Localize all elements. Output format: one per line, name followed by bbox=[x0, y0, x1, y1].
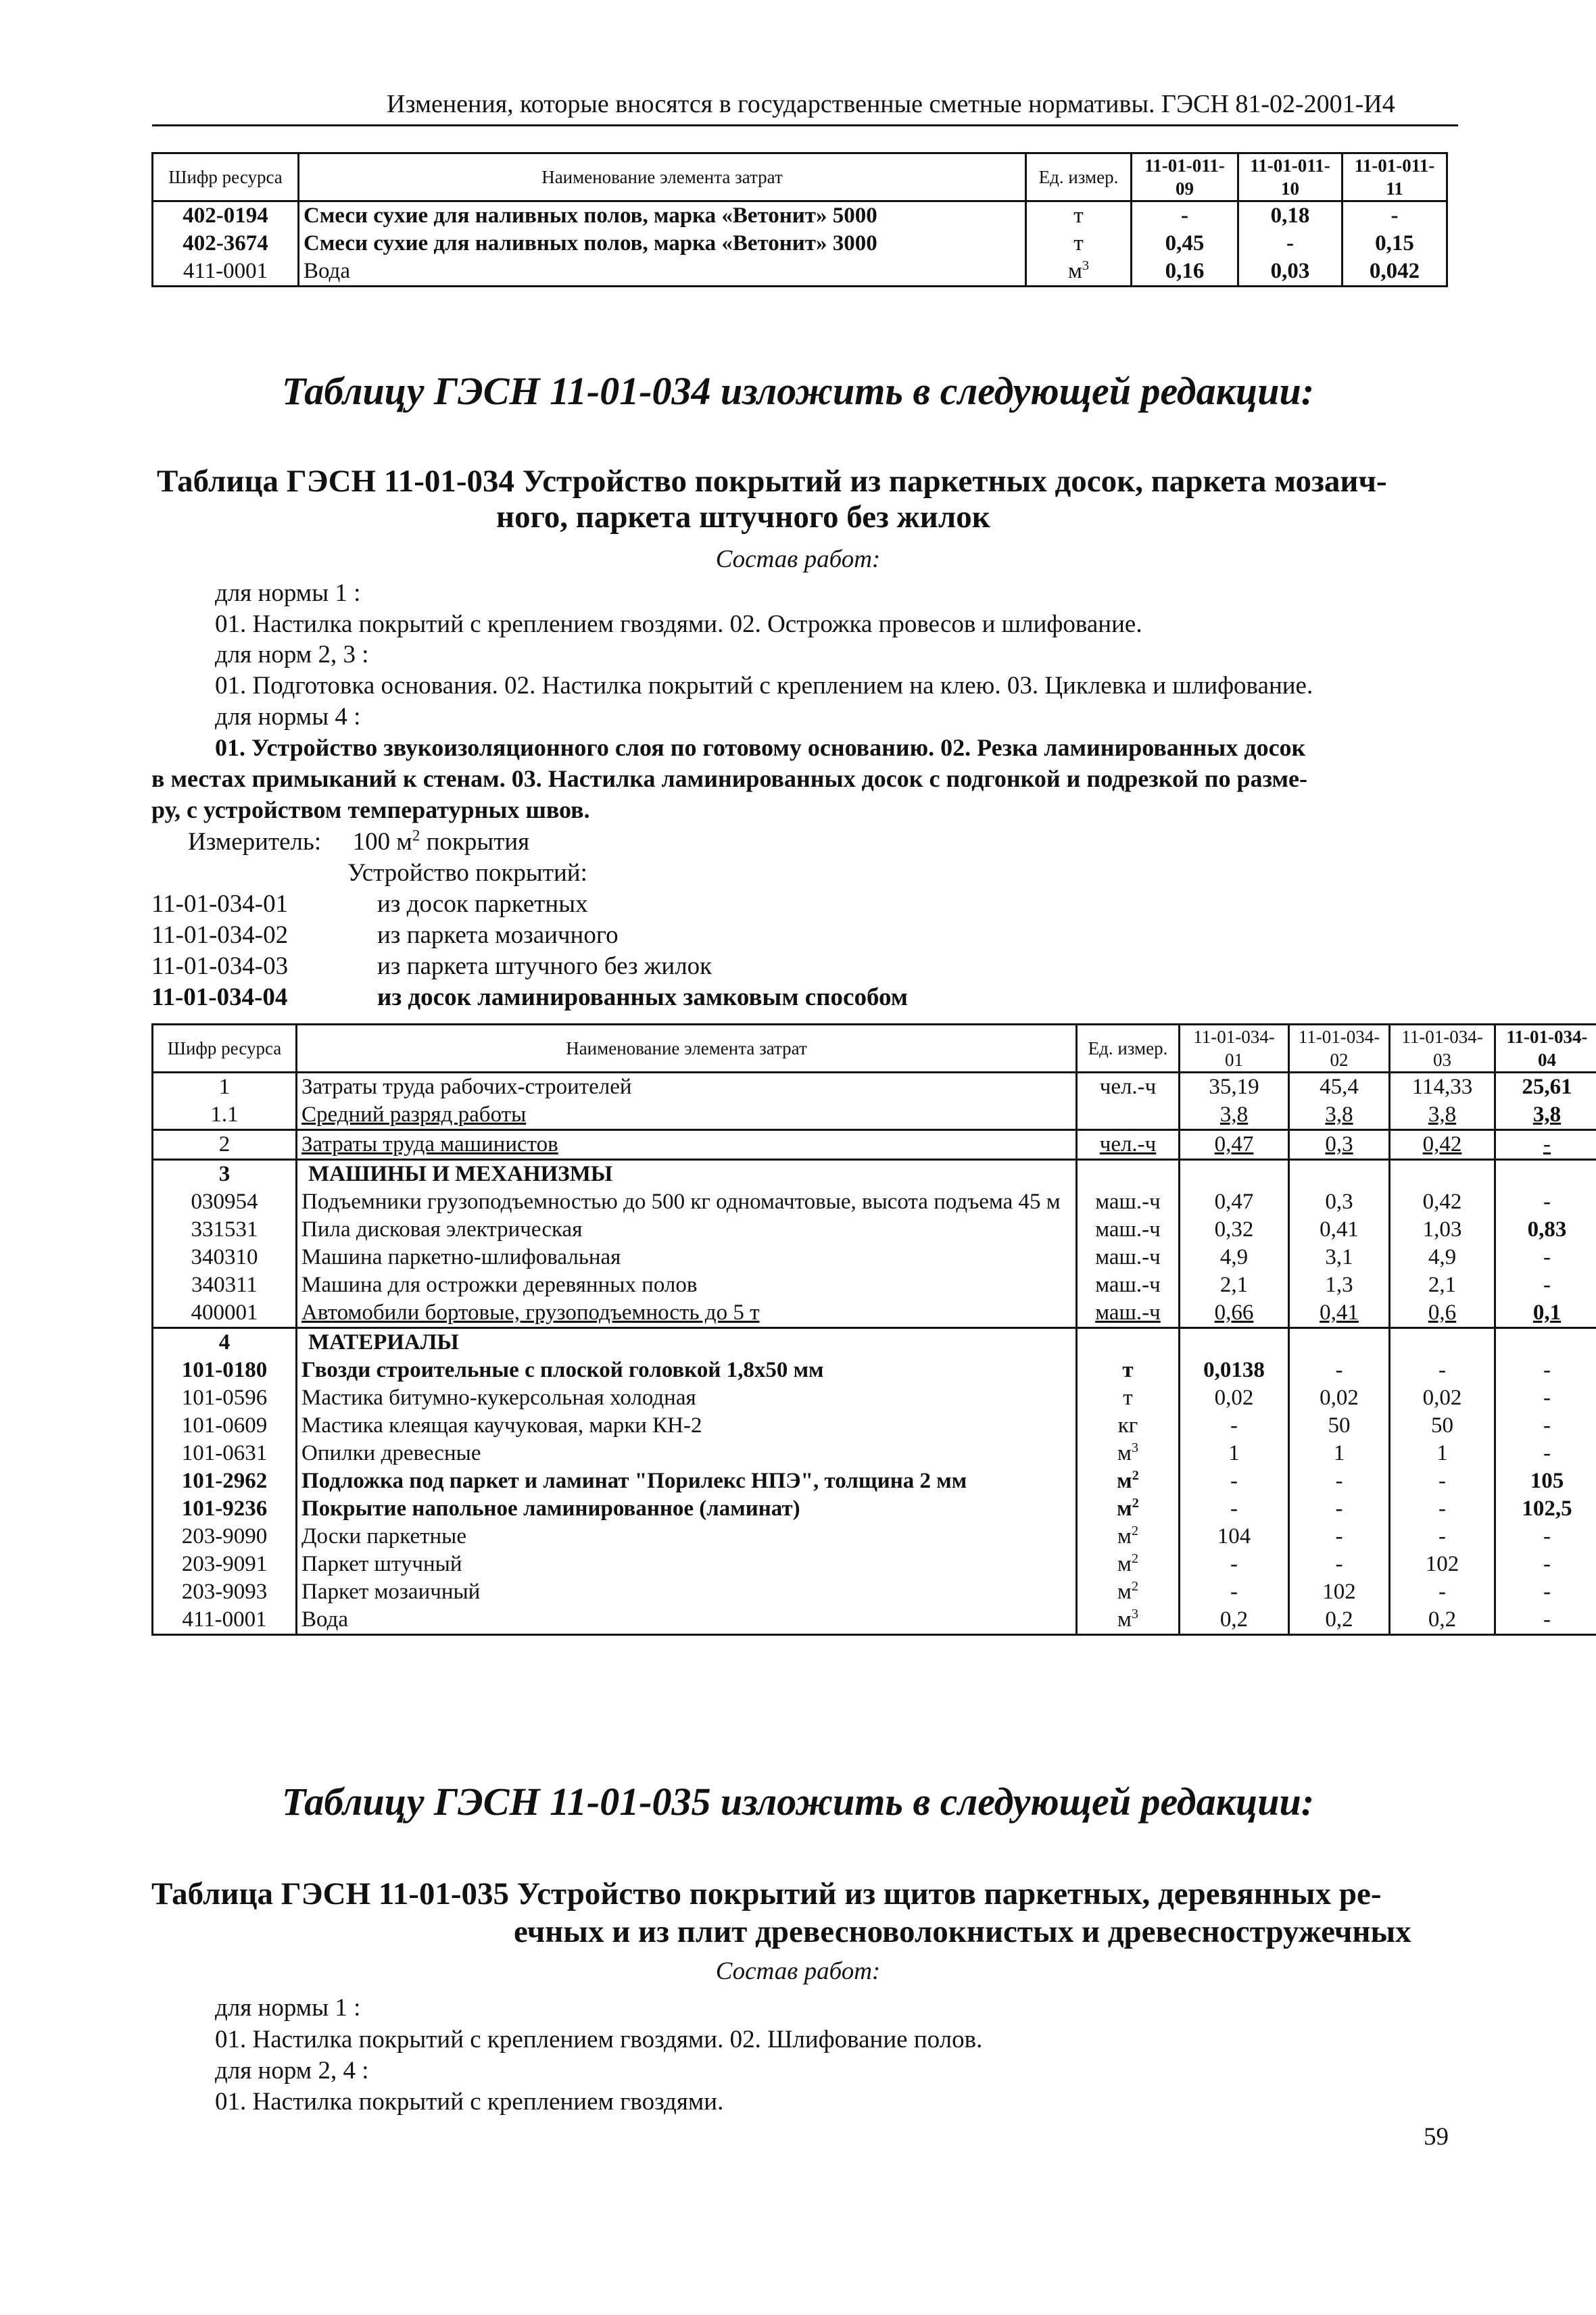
unit bbox=[1077, 1578, 1180, 1606]
unit-text: м bbox=[1117, 1580, 1132, 1604]
norm-value: - bbox=[1495, 1244, 1596, 1271]
norm-code-description: из досок паркетных bbox=[377, 890, 588, 918]
norm-value: 0,2 bbox=[1390, 1606, 1495, 1635]
norm-value: 102,5 bbox=[1495, 1495, 1596, 1523]
unit-power: 3 bbox=[1082, 258, 1090, 273]
table-header-row bbox=[153, 1025, 1596, 1073]
norm1-text: 01. Настилка покрытий с креплением гвоздями. 02. Острожка провесов и шлифование. bbox=[215, 610, 1142, 638]
norm-value: 1 bbox=[1390, 1440, 1495, 1467]
cost-element-name: Подъемники грузоподъемностью до 500 кг одномачтовые, высота подъема 45 м bbox=[297, 1188, 1077, 1216]
norm-value: 45,4 bbox=[1289, 1073, 1390, 1102]
unit-power: 2 bbox=[1131, 1551, 1139, 1566]
resource-code: 203-9090 bbox=[153, 1523, 297, 1551]
unit-power: 3 bbox=[1131, 1440, 1139, 1455]
norm-value: - bbox=[1390, 1357, 1495, 1384]
norm-code-description: из досок ламинированных замковым способом bbox=[377, 983, 908, 1011]
cost-element-name: МАШИНЫ И МЕХАНИЗМЫ bbox=[297, 1160, 1077, 1189]
table-row bbox=[153, 1188, 1596, 1216]
norm23-text: 01. Подготовка основания. 02. Настилка покрытий с креплением на клею. 03. Циклевка и шлифование. bbox=[215, 672, 1313, 700]
norm-value: - bbox=[1289, 1551, 1390, 1578]
norm-value: 0,42 bbox=[1390, 1130, 1495, 1160]
norm-value: 0,03 bbox=[1238, 258, 1343, 287]
unit-text: чел.-ч bbox=[1099, 1132, 1157, 1156]
norm-value: - bbox=[1238, 230, 1343, 258]
table-title-035-line2: ечных и из плит древесноволокнистых и древесностружечных bbox=[514, 1914, 1411, 1949]
cost-element-name: Затраты труда машинистов bbox=[297, 1130, 1077, 1160]
resource-code: 101-0631 bbox=[153, 1440, 297, 1467]
norm-value: 0,41 bbox=[1289, 1299, 1390, 1328]
norm-value: - bbox=[1495, 1412, 1596, 1440]
norm-value: 4,9 bbox=[1180, 1244, 1289, 1271]
norm-value: 2,1 bbox=[1390, 1271, 1495, 1299]
norm-value: 3,1 bbox=[1289, 1244, 1390, 1271]
norm-value bbox=[1390, 1328, 1495, 1357]
unit bbox=[1026, 230, 1132, 258]
cost-element-name: Затраты труда рабочих-строителей bbox=[297, 1073, 1077, 1102]
device-label: Устройство покрытий: bbox=[347, 859, 587, 887]
norm-value: 1 bbox=[1289, 1440, 1390, 1467]
resource-code: 101-2962 bbox=[153, 1467, 297, 1495]
cost-element-name: Покрытие напольное ламинированное (ламинат) bbox=[297, 1495, 1077, 1523]
norm-value: - bbox=[1289, 1523, 1390, 1551]
unit bbox=[1077, 1467, 1180, 1495]
resource-code: 101-0596 bbox=[153, 1384, 297, 1412]
table-title-034-line2: ного, паркета штучного без жилок bbox=[496, 499, 990, 535]
norm-value: - bbox=[1180, 1578, 1289, 1606]
resource-code: 411-0001 bbox=[153, 1606, 297, 1635]
unit-power: 2 bbox=[1131, 1579, 1139, 1594]
resource-code: 411-0001 bbox=[153, 258, 299, 287]
norm-value: 35,19 bbox=[1180, 1073, 1289, 1102]
table-row bbox=[153, 1271, 1596, 1299]
unit-text: м bbox=[1117, 1496, 1132, 1521]
norm-value: 0,02 bbox=[1180, 1384, 1289, 1412]
norm-value: - bbox=[1343, 201, 1447, 230]
norm-value bbox=[1180, 1328, 1289, 1357]
unit bbox=[1077, 1160, 1180, 1189]
unit bbox=[1077, 1412, 1180, 1440]
norm-value bbox=[1495, 1160, 1596, 1189]
column-header: Ед. измер. bbox=[1077, 1025, 1180, 1073]
cost-element-name: Смеси сухие для наливных полов, марка «Ветонит» 3000 bbox=[299, 230, 1026, 258]
unit bbox=[1077, 1271, 1180, 1299]
norm-value: - bbox=[1495, 1384, 1596, 1412]
norm-value: - bbox=[1390, 1495, 1495, 1523]
unit-text: т bbox=[1123, 1386, 1133, 1410]
cost-element-name: МАТЕРИАЛЫ bbox=[297, 1328, 1077, 1357]
resource-code: 101-0180 bbox=[153, 1357, 297, 1384]
unit-power: 2 bbox=[1132, 1468, 1139, 1483]
norm-value: - bbox=[1289, 1495, 1390, 1523]
norm-value: - bbox=[1390, 1467, 1495, 1495]
resource-code: 402-0194 bbox=[153, 201, 299, 230]
unit-text: м bbox=[1117, 1607, 1132, 1632]
norm-value: - bbox=[1495, 1271, 1596, 1299]
column-header: Наименование элемента затрат bbox=[299, 153, 1026, 201]
norm-value: 114,33 bbox=[1390, 1073, 1495, 1102]
meter-line bbox=[188, 827, 529, 856]
table-row bbox=[153, 1467, 1596, 1495]
column-header: Шифр ресурса bbox=[153, 153, 299, 201]
cost-element-name: Мастика битумно-кукерсольная холодная bbox=[297, 1384, 1077, 1412]
norm-value bbox=[1289, 1328, 1390, 1357]
norm-value: 3,8 bbox=[1289, 1101, 1390, 1130]
norm-value: 104 bbox=[1180, 1523, 1289, 1551]
resource-code: 1.1 bbox=[153, 1101, 297, 1130]
norm-value: 1 bbox=[1180, 1440, 1289, 1467]
unit bbox=[1077, 1299, 1180, 1328]
table-row bbox=[153, 1606, 1596, 1635]
unit-text: маш.-ч bbox=[1095, 1217, 1161, 1242]
table-row bbox=[153, 1578, 1596, 1606]
meter-value: 100 м bbox=[352, 828, 412, 856]
norm-value: 50 bbox=[1390, 1412, 1495, 1440]
unit bbox=[1077, 1073, 1180, 1102]
table-row bbox=[153, 1440, 1596, 1467]
column-header: Шифр ресурса bbox=[153, 1025, 297, 1073]
column-header: 11-01-011-11 bbox=[1343, 153, 1447, 201]
norm24-label-035: для норм 2, 4 : bbox=[215, 2057, 369, 2085]
norm-value: 0,42 bbox=[1390, 1188, 1495, 1216]
resource-code: 030954 bbox=[153, 1188, 297, 1216]
unit bbox=[1077, 1384, 1180, 1412]
norm23-label: для норм 2, 3 : bbox=[215, 641, 369, 668]
resource-code: 203-9091 bbox=[153, 1551, 297, 1578]
norm-value: - bbox=[1180, 1412, 1289, 1440]
table-title-035-line1: Таблица ГЭСН 11-01-035 Устройство покрытий из щитов паркетных, деревянных ре- bbox=[151, 1876, 1382, 1911]
norm-code-description: из паркета штучного без жилок bbox=[377, 952, 712, 980]
cost-element-name: Автомобили бортовые, грузоподъемность до 5 т bbox=[297, 1299, 1077, 1328]
norm-value: 0,45 bbox=[1132, 230, 1238, 258]
cost-element-name: Вода bbox=[297, 1606, 1077, 1635]
norm-value: 25,61 bbox=[1495, 1073, 1596, 1102]
unit-text: маш.-ч bbox=[1095, 1273, 1161, 1297]
unit-text: т bbox=[1073, 231, 1084, 255]
norm-value: - bbox=[1495, 1130, 1596, 1160]
table-row bbox=[153, 1160, 1596, 1189]
meter-unit-power: 2 bbox=[412, 827, 420, 844]
norm-value: 102 bbox=[1289, 1578, 1390, 1606]
norm-value: 0,83 bbox=[1495, 1216, 1596, 1244]
column-header: 11-01-034-02 bbox=[1289, 1025, 1390, 1073]
norm-value: - bbox=[1495, 1188, 1596, 1216]
unit bbox=[1077, 1357, 1180, 1384]
table-row bbox=[153, 1073, 1596, 1102]
unit-text: маш.-ч bbox=[1095, 1300, 1161, 1325]
unit bbox=[1077, 1523, 1180, 1551]
norm-value bbox=[1180, 1160, 1289, 1189]
cost-element-name: Вода bbox=[299, 258, 1026, 287]
norm-value: 0,2 bbox=[1289, 1606, 1390, 1635]
norm-value: 0,66 bbox=[1180, 1299, 1289, 1328]
unit bbox=[1077, 1495, 1180, 1523]
header-rule bbox=[152, 124, 1458, 126]
norm-value: - bbox=[1495, 1606, 1596, 1635]
norm-value: - bbox=[1390, 1523, 1495, 1551]
norm-value: 0,02 bbox=[1289, 1384, 1390, 1412]
norm-value: 0,47 bbox=[1180, 1130, 1289, 1160]
norm-value: 0,2 bbox=[1180, 1606, 1289, 1635]
unit-text: т bbox=[1122, 1358, 1134, 1382]
table-row bbox=[153, 201, 1447, 230]
norm-value: - bbox=[1495, 1357, 1596, 1384]
norm-value: 3,8 bbox=[1390, 1101, 1495, 1130]
norm4-label: для нормы 4 : bbox=[215, 703, 361, 731]
norm-value: - bbox=[1180, 1495, 1289, 1523]
unit bbox=[1077, 1606, 1180, 1635]
cost-element-name: Паркет штучный bbox=[297, 1551, 1077, 1578]
unit bbox=[1077, 1188, 1180, 1216]
unit-text: м bbox=[1117, 1524, 1132, 1549]
norm-value: - bbox=[1495, 1523, 1596, 1551]
resource-code: 2 bbox=[153, 1130, 297, 1160]
unit bbox=[1077, 1440, 1180, 1467]
resource-code: 101-9236 bbox=[153, 1495, 297, 1523]
column-header: 11-01-034-04 bbox=[1495, 1025, 1596, 1073]
norm-code: 11-01-034-02 bbox=[151, 921, 289, 949]
norm-value: - bbox=[1180, 1467, 1289, 1495]
norm-code: 11-01-034-01 bbox=[151, 890, 289, 918]
page-number: 59 bbox=[1424, 2123, 1449, 2151]
norm-value: 0,02 bbox=[1390, 1384, 1495, 1412]
norm-value bbox=[1390, 1160, 1495, 1189]
norm-value: 0,16 bbox=[1132, 258, 1238, 287]
norm-value bbox=[1495, 1328, 1596, 1357]
cost-element-name: Машина для острожки деревянных полов bbox=[297, 1271, 1077, 1299]
cost-element-name: Средний разряд работы bbox=[297, 1101, 1077, 1130]
norm1-label: для нормы 1 : bbox=[215, 579, 361, 607]
norm-value: 4,9 bbox=[1390, 1244, 1495, 1271]
running-header: Изменения, которые вносятся в государственные сметные нормативы. ГЭСН 81-02-2001-И4 bbox=[387, 90, 1395, 118]
resource-code: 3 bbox=[153, 1160, 297, 1189]
resource-code: 331531 bbox=[153, 1216, 297, 1244]
table-title-034-line1: Таблица ГЭСН 11-01-034 Устройство покрытий из паркетных досок, паркета мозаич- bbox=[157, 464, 1387, 499]
norm-code: 11-01-034-03 bbox=[151, 952, 289, 980]
norm1-text-035: 01. Настилка покрытий с креплением гвоздями. 02. Шлифование полов. bbox=[215, 2026, 983, 2053]
norm-value: 0,1 bbox=[1495, 1299, 1596, 1328]
norm-value: 0,6 bbox=[1390, 1299, 1495, 1328]
table-row bbox=[153, 1412, 1596, 1440]
norm-value: 0,042 bbox=[1343, 258, 1447, 287]
norm-value: 50 bbox=[1289, 1412, 1390, 1440]
norm-code-description: из паркета мозаичного bbox=[377, 921, 619, 949]
resource-code: 4 bbox=[153, 1328, 297, 1357]
unit bbox=[1077, 1551, 1180, 1578]
cost-element-name: Пила дисковая электрическая bbox=[297, 1216, 1077, 1244]
column-header: 11-01-011-09 bbox=[1132, 153, 1238, 201]
cost-element-name: Смеси сухие для наливных полов, марка «Ветонит» 5000 bbox=[299, 201, 1026, 230]
table-row bbox=[153, 230, 1447, 258]
resource-code: 340311 bbox=[153, 1271, 297, 1299]
table-row bbox=[153, 258, 1447, 287]
cost-element-name: Машина паркетно-шлифовальная bbox=[297, 1244, 1077, 1271]
norm4-text-line3: ру, с устройством температурных швов. bbox=[151, 796, 590, 823]
resource-code: 101-0609 bbox=[153, 1412, 297, 1440]
cost-element-name: Подложка под паркет и ламинат "Порилекс НПЭ", толщина 2 мм bbox=[297, 1467, 1077, 1495]
norm-value: 0,0138 bbox=[1180, 1357, 1289, 1384]
unit-text: маш.-ч bbox=[1095, 1245, 1161, 1269]
unit-power: 2 bbox=[1132, 1496, 1139, 1511]
unit bbox=[1077, 1130, 1180, 1160]
table-row bbox=[153, 1523, 1596, 1551]
norm-value: - bbox=[1180, 1551, 1289, 1578]
resource-code: 400001 bbox=[153, 1299, 297, 1328]
norm1-label-035: для нормы 1 : bbox=[215, 1994, 361, 2022]
unit-text: м bbox=[1117, 1469, 1132, 1493]
norm-value: 2,1 bbox=[1180, 1271, 1289, 1299]
cost-element-name: Опилки древесные bbox=[297, 1440, 1077, 1467]
table-11-01-034 bbox=[151, 1023, 1596, 1636]
unit-text: кг bbox=[1117, 1413, 1138, 1438]
table-row bbox=[153, 1384, 1596, 1412]
unit-power: 3 bbox=[1131, 1607, 1139, 1622]
unit bbox=[1026, 258, 1132, 287]
norm-code: 11-01-034-04 bbox=[151, 983, 288, 1011]
table-11-01-011 bbox=[151, 152, 1448, 287]
meter-label: Измеритель: bbox=[188, 828, 322, 856]
norm-value: 105 bbox=[1495, 1467, 1596, 1495]
norm24-text-035: 01. Настилка покрытий с креплением гвоздями. bbox=[215, 2088, 724, 2116]
norm-value: - bbox=[1495, 1440, 1596, 1467]
norm-value: 0,41 bbox=[1289, 1216, 1390, 1244]
table-row bbox=[153, 1101, 1596, 1130]
norm-value: 0,32 bbox=[1180, 1216, 1289, 1244]
unit-power: 2 bbox=[1131, 1524, 1139, 1538]
unit-text: м bbox=[1117, 1441, 1132, 1465]
column-header: 11-01-034-03 bbox=[1390, 1025, 1495, 1073]
table-row bbox=[153, 1357, 1596, 1384]
unit-text: маш.-ч bbox=[1095, 1190, 1161, 1214]
unit-text: т bbox=[1073, 203, 1084, 228]
unit-text: чел.-ч bbox=[1099, 1075, 1157, 1099]
redaction-note-035: Таблицу ГЭСН 11-01-035 изложить в следующей редакции: bbox=[281, 1780, 1315, 1824]
work-composition-label: Состав работ: bbox=[715, 545, 881, 573]
table-row bbox=[153, 1328, 1596, 1357]
norm-value: 0,47 bbox=[1180, 1188, 1289, 1216]
norm-value: 0,3 bbox=[1289, 1188, 1390, 1216]
column-header: Ед. измер. bbox=[1026, 153, 1132, 201]
norm-value: - bbox=[1390, 1578, 1495, 1606]
unit-text: м bbox=[1067, 259, 1082, 283]
table-row bbox=[153, 1244, 1596, 1271]
table-header-row bbox=[153, 153, 1447, 201]
resource-code: 402-3674 bbox=[153, 230, 299, 258]
unit bbox=[1077, 1101, 1180, 1130]
norm-value: 0,15 bbox=[1343, 230, 1447, 258]
unit-text: м bbox=[1117, 1552, 1132, 1576]
resource-code: 340310 bbox=[153, 1244, 297, 1271]
redaction-note-034: Таблицу ГЭСН 11-01-034 изложить в следующей редакции: bbox=[281, 369, 1315, 413]
work-composition-label-035: Состав работ: bbox=[715, 1957, 881, 1985]
norm-value: 0,3 bbox=[1289, 1130, 1390, 1160]
column-header: 11-01-034-01 bbox=[1180, 1025, 1289, 1073]
table-row bbox=[153, 1495, 1596, 1523]
norm-value: - bbox=[1132, 201, 1238, 230]
norm-value: 1,03 bbox=[1390, 1216, 1495, 1244]
table-row bbox=[153, 1551, 1596, 1578]
unit bbox=[1077, 1216, 1180, 1244]
norm-value: - bbox=[1495, 1578, 1596, 1606]
column-header: 11-01-011-10 bbox=[1238, 153, 1343, 201]
cost-element-name: Гвозди строительные с плоской головкой 1,8х50 мм bbox=[297, 1357, 1077, 1384]
table-row bbox=[153, 1130, 1596, 1160]
norm-value: 3,8 bbox=[1495, 1101, 1596, 1130]
norm4-text-line1: 01. Устройство звукоизоляционного слоя по готовому основанию. 02. Резка ламинированных досок bbox=[215, 734, 1306, 761]
resource-code: 203-9093 bbox=[153, 1578, 297, 1606]
norm-value: 3,8 bbox=[1180, 1101, 1289, 1130]
cost-element-name: Доски паркетные bbox=[297, 1523, 1077, 1551]
norm-value: - bbox=[1289, 1467, 1390, 1495]
unit bbox=[1077, 1328, 1180, 1357]
unit bbox=[1026, 201, 1132, 230]
norm-value: - bbox=[1495, 1551, 1596, 1578]
cost-element-name: Паркет мозаичный bbox=[297, 1578, 1077, 1606]
norm-value: 0,18 bbox=[1238, 201, 1343, 230]
norm4-text-line2: в местах примыканий к стенам. 03. Настилка ламинированных досок с подгонкой и подрезкой по разме- bbox=[151, 765, 1307, 792]
cost-element-name: Мастика клеящая каучуковая, марки КН-2 bbox=[297, 1412, 1077, 1440]
meter-suffix: покрытия bbox=[420, 828, 530, 856]
norm-value bbox=[1289, 1160, 1390, 1189]
norm-value: - bbox=[1289, 1357, 1390, 1384]
norm-value: 1,3 bbox=[1289, 1271, 1390, 1299]
norm-value: 102 bbox=[1390, 1551, 1495, 1578]
resource-code: 1 bbox=[153, 1073, 297, 1102]
table-row bbox=[153, 1216, 1596, 1244]
column-header: Наименование элемента затрат bbox=[297, 1025, 1077, 1073]
unit bbox=[1077, 1244, 1180, 1271]
table-row bbox=[153, 1299, 1596, 1328]
